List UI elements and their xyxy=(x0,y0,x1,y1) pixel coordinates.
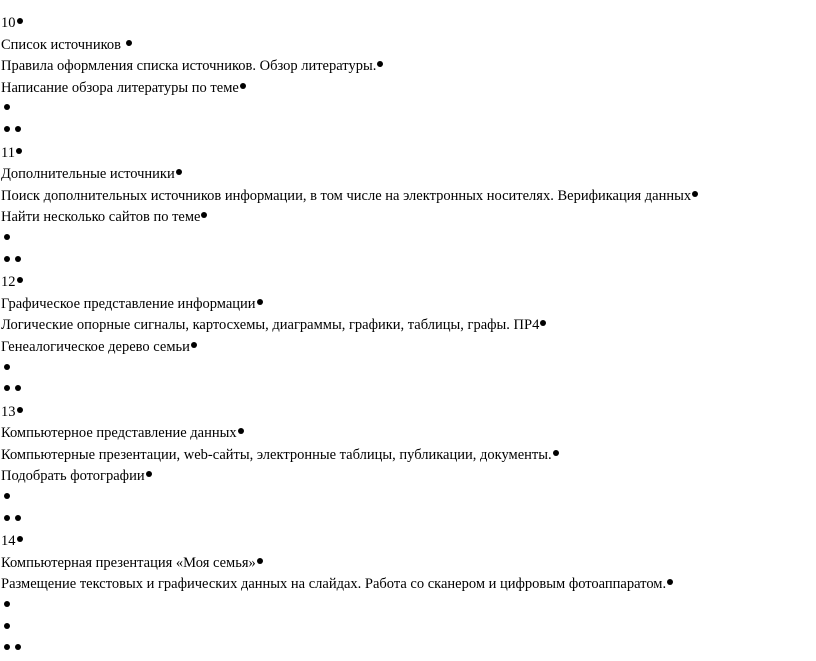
bullet xyxy=(17,18,23,24)
empty-bullet-line xyxy=(1,359,813,381)
bullet xyxy=(4,256,10,262)
section-content: Логические опорные сигналы, картосхемы, диаграммы, графики, таблицы, графы. ПР4 xyxy=(1,315,813,337)
section-topic: Компьютерное представление данных xyxy=(1,423,813,445)
section-content: Правила оформления списка источников. Обзор литературы. xyxy=(1,56,813,78)
bullet xyxy=(257,299,263,305)
bullet xyxy=(377,61,383,67)
empty-bullet-line xyxy=(1,99,813,121)
bullet xyxy=(146,471,152,477)
bullet xyxy=(191,342,197,348)
bullet xyxy=(15,256,21,262)
empty-bullet-line xyxy=(1,596,813,618)
section-number: 14 xyxy=(1,531,813,553)
empty-bullet-line xyxy=(1,618,813,640)
section-number: 12 xyxy=(1,272,813,294)
bullet xyxy=(17,407,23,413)
document-body xyxy=(1,13,813,661)
bullet xyxy=(17,536,23,542)
bullet xyxy=(16,148,22,154)
section-task: Подобрать фотографии xyxy=(1,466,813,488)
section-content: Размещение текстовых и графических данных на слайдах. Работа со сканером и цифровым фотоаппаратом. xyxy=(1,574,813,596)
section-number: 13 xyxy=(1,402,813,424)
bullet xyxy=(4,364,10,370)
bullet xyxy=(15,515,21,521)
bullet xyxy=(4,126,10,132)
bullet xyxy=(4,623,10,629)
bullet xyxy=(126,40,132,46)
bullet xyxy=(553,450,559,456)
bullet xyxy=(15,126,21,132)
bullet xyxy=(15,385,21,391)
section-task: Найти несколько сайтов по теме xyxy=(1,207,813,229)
bullet xyxy=(692,191,698,197)
bullet xyxy=(4,234,10,240)
bullet xyxy=(240,83,246,89)
section-number: 11 xyxy=(1,143,813,165)
section-topic: Список источников xyxy=(1,35,813,57)
bullet xyxy=(257,558,263,564)
empty-bullet-pair xyxy=(1,510,813,532)
empty-bullet-line xyxy=(1,229,813,251)
bullet xyxy=(4,104,10,110)
section-topic: Компьютерная презентация «Моя семья» xyxy=(1,553,813,575)
bullet xyxy=(540,320,546,326)
bullet xyxy=(15,644,21,650)
bullet xyxy=(4,515,10,521)
bullet xyxy=(4,493,10,499)
bullet xyxy=(176,169,182,175)
section-number: 10 xyxy=(1,13,813,35)
bullet xyxy=(4,385,10,391)
section-task: Написание обзора литературы по теме xyxy=(1,78,813,100)
empty-bullet-pair xyxy=(1,380,813,402)
bullet xyxy=(4,644,10,650)
section-content: Поиск дополнительных источников информации, в том числе на электронных носителях. Верификация данных xyxy=(1,186,813,208)
section-content: Компьютерные презентации, web-сайты, электронные таблицы, публикации, документы. xyxy=(1,445,813,467)
bullet xyxy=(4,601,10,607)
bullet xyxy=(17,277,23,283)
empty-bullet-line xyxy=(1,488,813,510)
bullet xyxy=(201,212,207,218)
bullet xyxy=(238,428,244,434)
empty-bullet-pair xyxy=(1,251,813,273)
section-topic: Дополнительные источники xyxy=(1,164,813,186)
empty-bullet-pair xyxy=(1,639,813,661)
section-task: Генеалогическое дерево семьи xyxy=(1,337,813,359)
section-topic: Графическое представление информации xyxy=(1,294,813,316)
empty-bullet-pair xyxy=(1,121,813,143)
bullet xyxy=(667,579,673,585)
